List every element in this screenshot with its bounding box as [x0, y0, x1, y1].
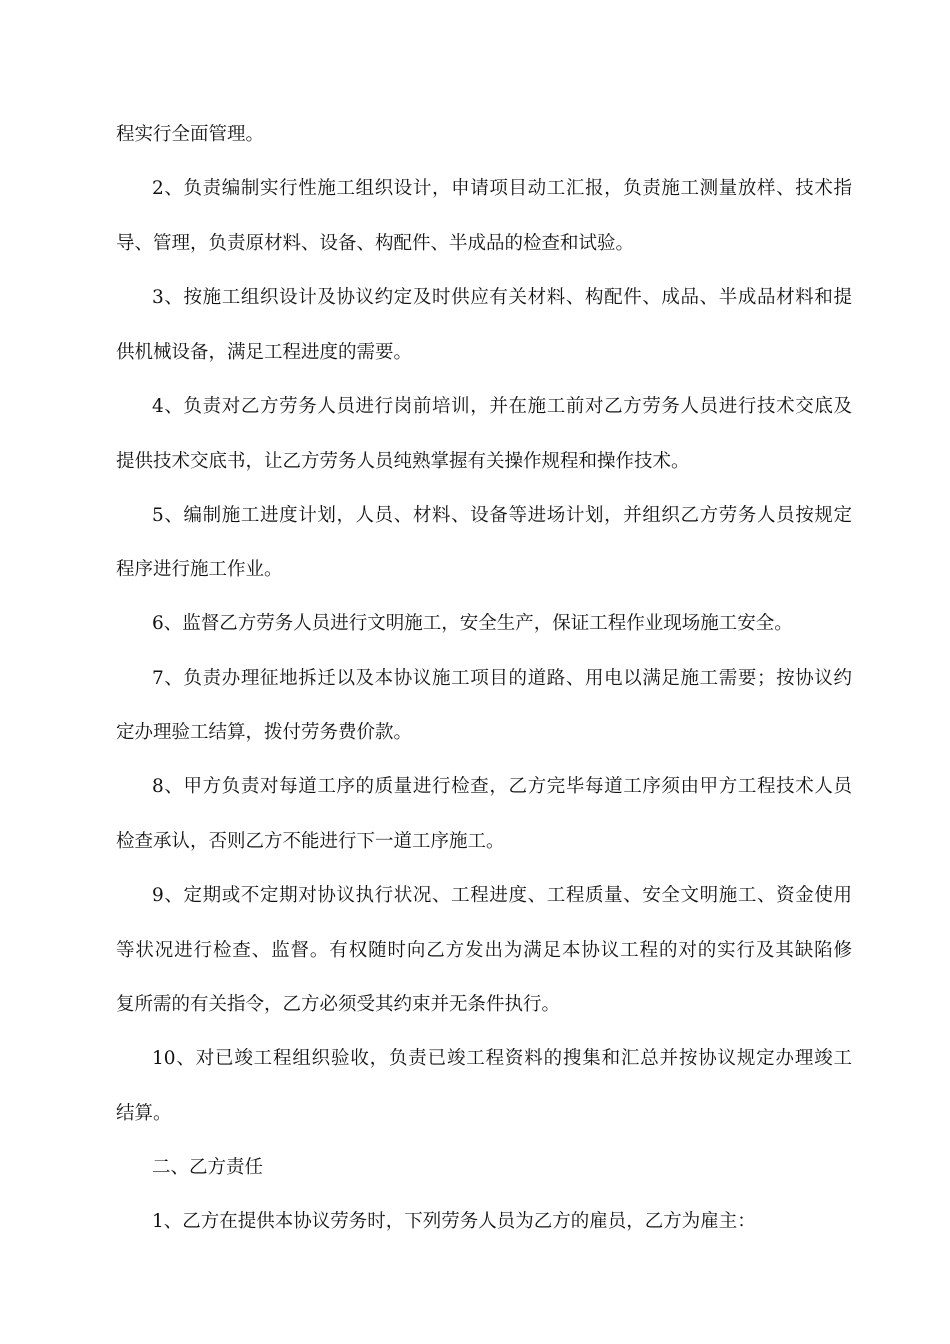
section-heading: 二、乙方责任 — [152, 1157, 264, 1178]
text-line-8: 5、编制施工进度计划，人员、材料、设备等进场计划，并组织乙方劳务人员按规定 — [152, 505, 852, 526]
text-line-17: 复所需的有关指令，乙方必须受其约束并无条件执行。 — [116, 994, 561, 1015]
text-line-19: 结算。 — [116, 1103, 172, 1124]
text-line-18: 10、对已竣工程组织验收，负责已竣工程资料的搜集和汇总并按协议规定办理竣工 — [152, 1048, 852, 1069]
text-line-1: 程实行全面管理。 — [116, 124, 265, 145]
text-line-15: 9、定期或不定期对协议执行状况、工程进度、工程质量、安全文明施工、资金使用 — [152, 885, 852, 906]
text-line-7: 提供技术交底书，让乙方劳务人员纯熟掌握有关操作规程和操作技术。 — [116, 451, 690, 472]
text-line-21: 1、乙方在提供本协议劳务时，下列劳务人员为乙方的雇员，乙方为雇主： — [152, 1211, 756, 1232]
text-line-13: 8、甲方负责对每道工序的质量进行检查，乙方完毕每道工序须由甲方工程技术人员 — [152, 776, 852, 797]
text-line-4: 3、按施工组织设计及协议约定及时供应有关材料、构配件、成品、半成品材料和提 — [152, 287, 852, 308]
text-line-3: 导、管理，负责原材料、设备、构配件、半成品的检查和试验。 — [116, 233, 635, 254]
text-line-2: 2、负责编制实行性施工组织设计，申请项目动工汇报，负责施工测量放样、技术指 — [152, 178, 852, 199]
text-line-14: 检查承认，否则乙方不能进行下一道工序施工。 — [116, 831, 505, 852]
text-line-16: 等状况进行检查、监督。有权随时向乙方发出为满足本协议工程的对的实行及其缺陷修 — [116, 940, 852, 961]
text-line-6: 4、负责对乙方劳务人员进行岗前培训，并在施工前对乙方劳务人员进行技术交底及 — [152, 396, 852, 417]
text-line-9: 程序进行施工作业。 — [116, 559, 283, 580]
text-line-5: 供机械设备，满足工程进度的需要。 — [116, 342, 413, 363]
text-line-10: 6、监督乙方劳务人员进行文明施工，安全生产，保证工程作业现场施工安全。 — [152, 613, 793, 634]
text-line-11: 7、负责办理征地拆迁以及本协议施工项目的道路、用电以满足施工需要；按协议约 — [152, 668, 852, 689]
text-line-12: 定办理验工结算，拨付劳务费价款。 — [116, 722, 413, 743]
